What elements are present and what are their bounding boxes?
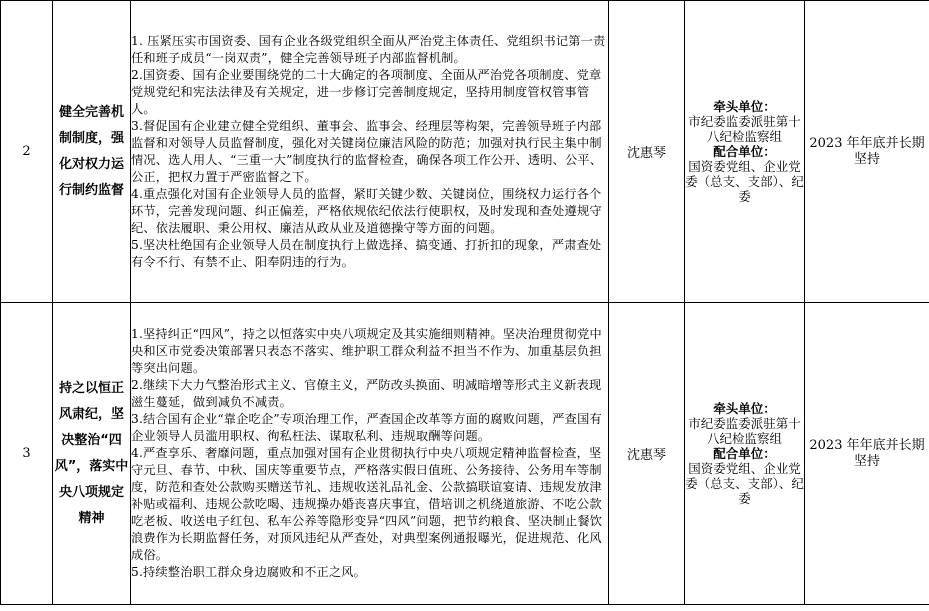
task-item: 2.国资委、国有企业要围绕党的二十大确定的各项制度、全面从严治党各项制度、党章党规党纪和宪法法律及有关规定，进一步修订完善制度规定，坚持用制度管权管事管人。 <box>131 67 602 116</box>
row-number: 2 <box>1 1 53 303</box>
task-content <box>131 303 609 605</box>
task-topic: 持之以恒正风肃纪，坚决整治“四风”，落实中央八项规定精神 <box>53 303 131 605</box>
cooperating-unit-label: 配合单位： <box>713 446 776 461</box>
task-item: 5.坚决杜绝国有企业领导人员在制度执行上做选择、搞变通、打折扣的现象，严肃查处有令不行、有禁不止、阳奉阴违的行为。 <box>131 237 602 269</box>
task-item: 1.坚持纠正“四风”，持之以恒落实中央八项规定及其实施细则精神。坚决治理贯彻党中央和区市党委决策部署只表态不落实、维护职工群众利益不担当不作为、加重基层负担等突出问题。 <box>131 327 602 375</box>
deadline: 2023 年年底并长期坚持 <box>805 1 929 303</box>
task-item: 3.督促国有企业建立健全党组织、董事会、监事会、经理层等构架，完善领导班子内部监督和对领导人员监督制度，强化对关键岗位廉洁风险的防范；加强对执行民主集中制情况、选人用人、“三重一大”制度执行的监督检查，确保各项工作公开、透明、公平、公正，把权力置于严密监督之下。 <box>131 118 603 184</box>
cooperating-unit: 国资委党组、企业党委（总支、支部）、纪委 <box>685 461 804 506</box>
task-item: 5.持续整治职工群众身边腐败和不正之风。 <box>131 565 367 579</box>
lead-unit: 市纪委监委派驻第十八纪检监察组 <box>688 416 801 446</box>
cooperating-unit-label: 配合单位： <box>713 144 776 159</box>
responsible-person: 沈惠琴 <box>609 303 685 605</box>
table-row <box>1 303 929 605</box>
responsible-unit <box>685 1 805 303</box>
responsible-person: 沈惠琴 <box>609 1 685 303</box>
responsible-unit <box>685 303 805 605</box>
table-row <box>1 1 929 303</box>
task-topic: 健全完善机制制度，强化对权力运行制约监督 <box>53 1 131 303</box>
cooperating-unit: 国资委党组、企业党委（总支、支部）、纪委 <box>685 159 804 204</box>
task-content <box>131 1 609 303</box>
lead-unit-label: 牵头单位： <box>713 401 776 416</box>
task-item: 4.重点强化对国有企业领导人员的监督，紧盯关键少数、关键岗位，围绕权力运行各个环节，完善发现问题、纠正偏差，严格依规依纪依法行使职权，及时发现和查处遵规守纪、依法履职、秉公用权、廉洁从政从业及道德操守等方面的问题。 <box>131 186 602 235</box>
task-item: 1. 压紧压实市国资委、国有企业各级党组织全面从严治党主体责任、党组织书记第一责任和班子成员“一岗双责”，健全完善领导班子内部监督机制。 <box>131 33 606 65</box>
task-item: 4.严查享乐、奢靡问题，重点加强对国有企业贯彻执行中央八项规定精神监督检查，坚守元旦、春节、中秋、国庆等重要节点，严格落实假日值班、公务接待、公务用车等制度，防范和查处公款购买赠送节礼、违规收送礼品礼金、公款搞联谊宴请、违规发放津补贴或福利、违规公款吃喝、违规操办婚丧喜庆事宜，借培训之机绕道旅游、不吃公款吃老板、收送电子红包、私车公养等隐形变异“四风”问题，把节约粮食、坚决制止餐饮浪费作为长期监督任务，对顶风违纪从严查处，对典型案例通报曝光，促进规范、化风成俗。 <box>131 446 603 562</box>
row-number: 3 <box>1 303 53 605</box>
lead-unit: 市纪委监委派驻第十八纪检监察组 <box>688 114 801 144</box>
task-item: 2.继续下大力气整治形式主义、官僚主义，严防改头换面、明减暗增等形式主义新表现滋生蔓延，做到减负不减责。 <box>131 378 602 409</box>
lead-unit-label: 牵头单位： <box>713 99 776 114</box>
deadline: 2023 年年底并长期坚持 <box>805 303 929 605</box>
task-item: 3.结合国有企业“靠企吃企”专项治理工作，严查国企改革等方面的腐败问题，严查国有企业领导人员滥用职权、徇私枉法、谋取私利、违规取酬等问题。 <box>131 412 602 443</box>
